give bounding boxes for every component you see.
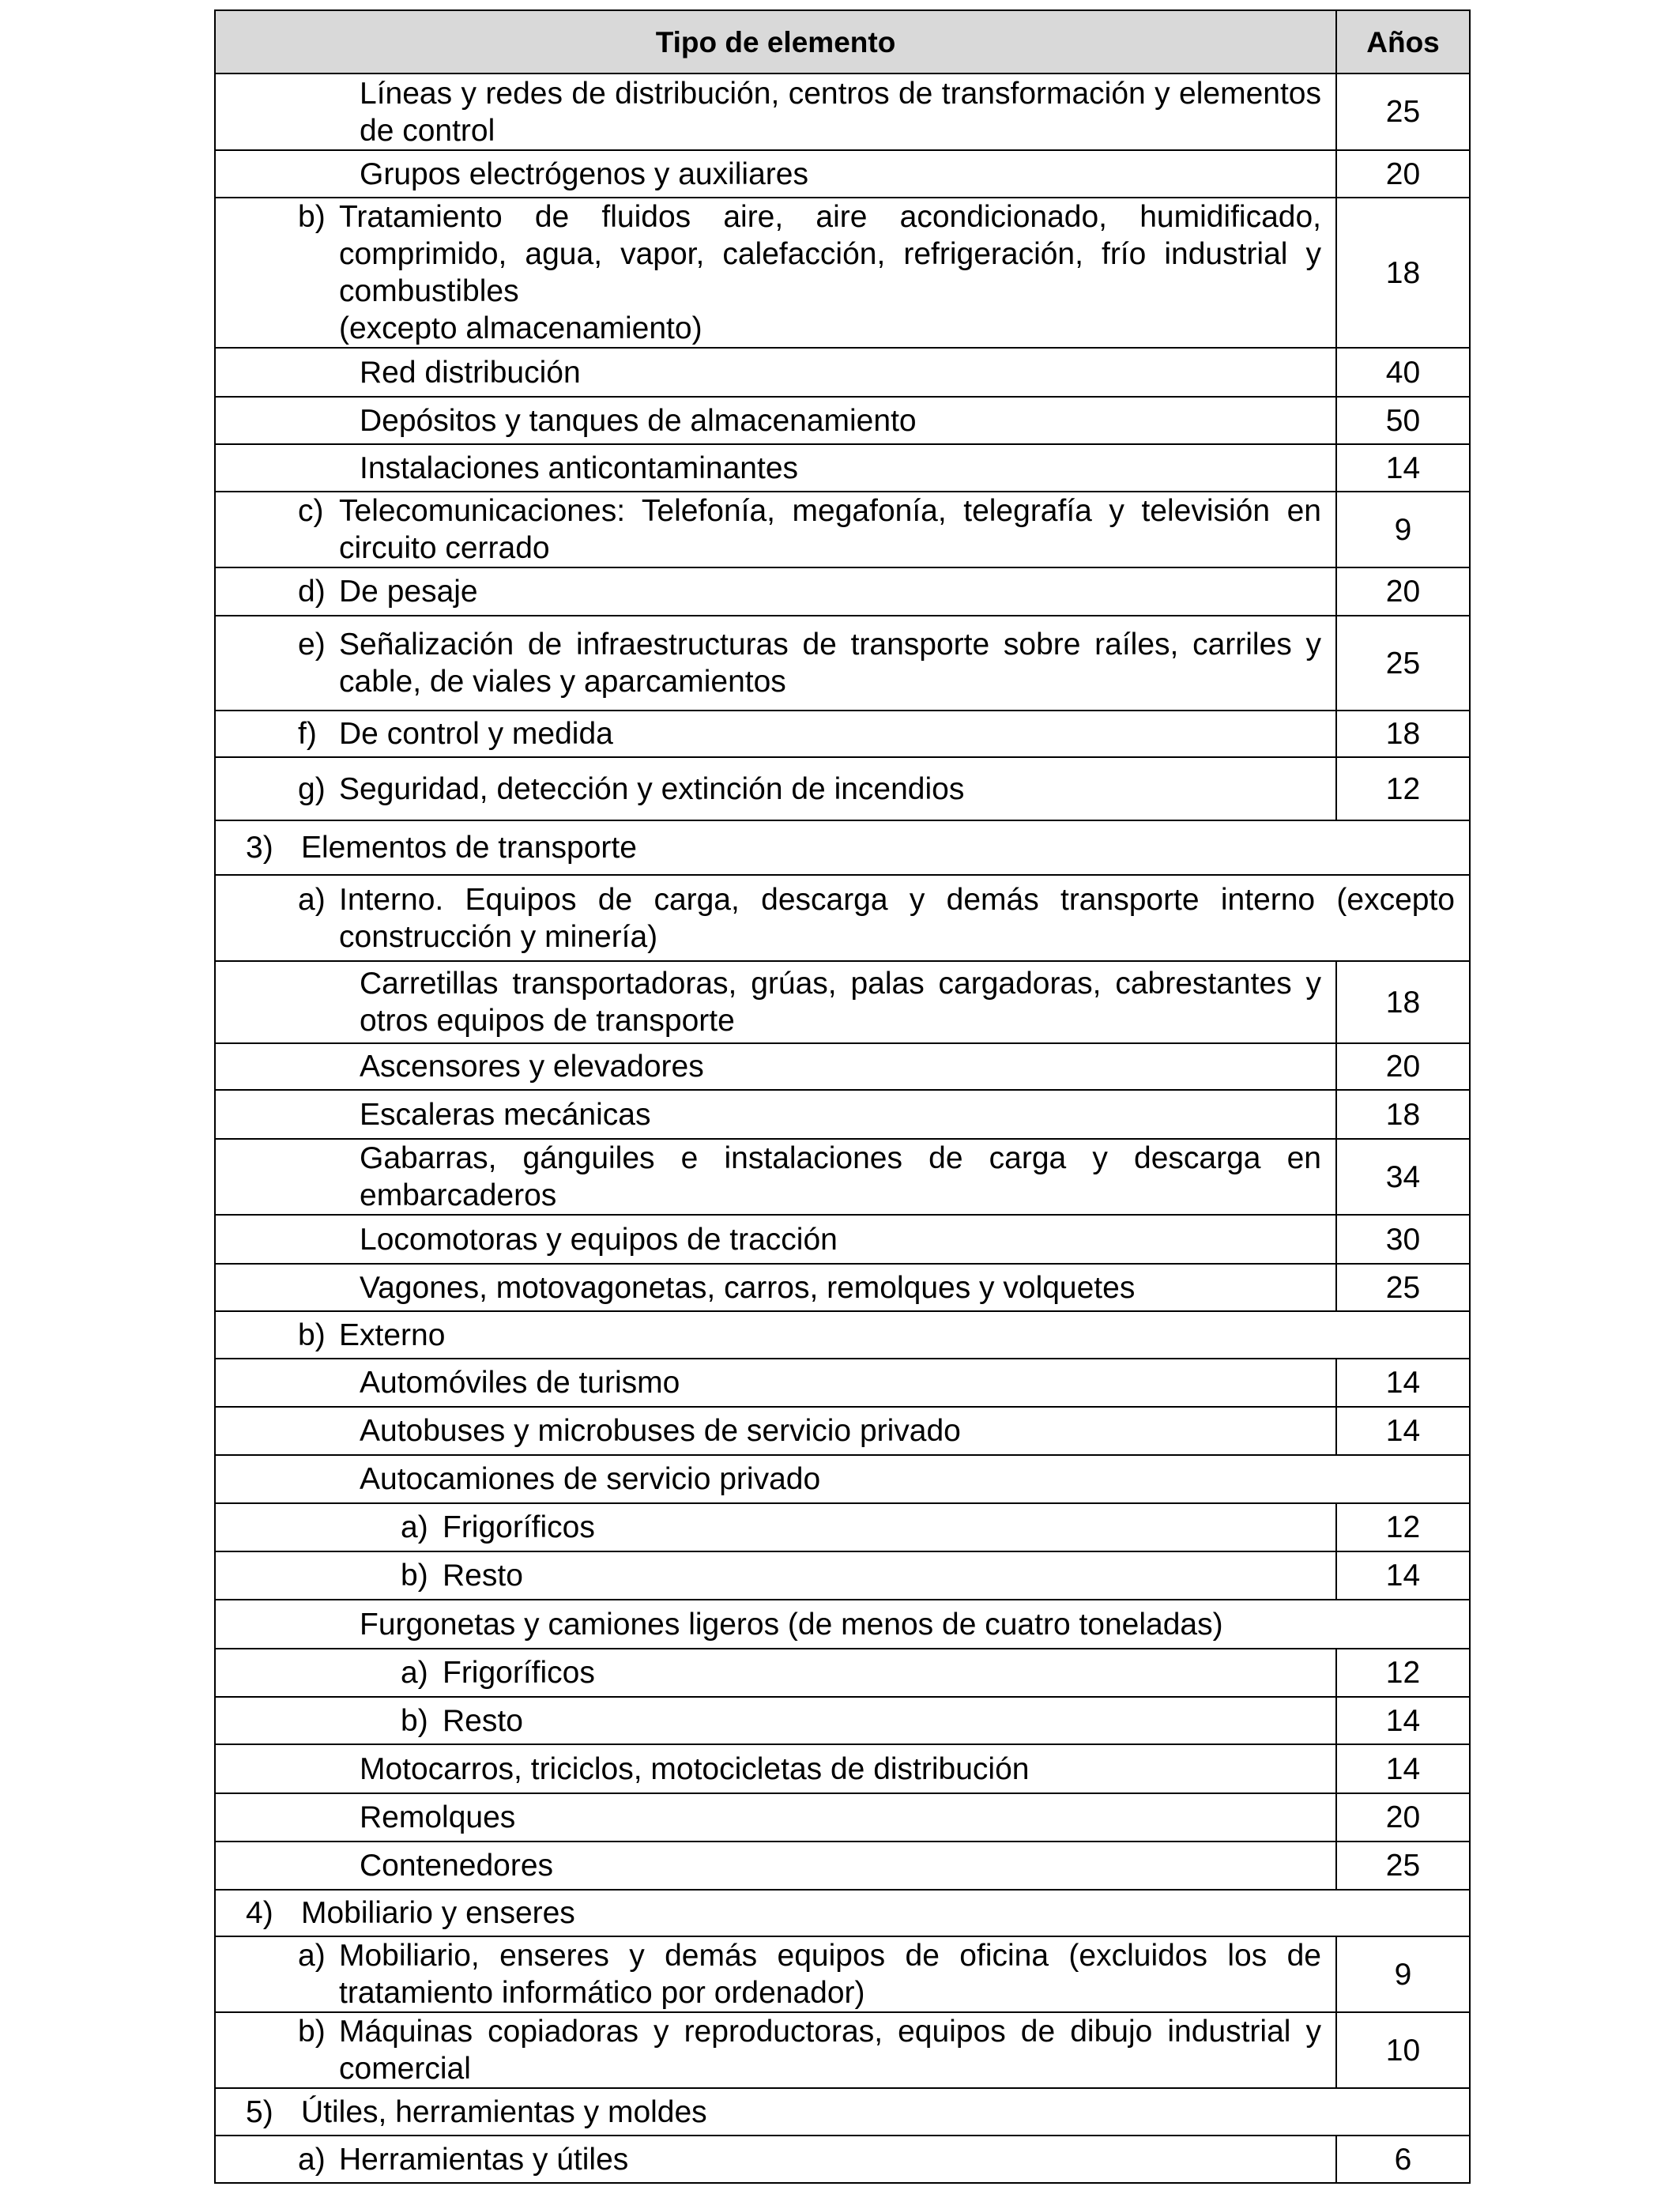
table-row <box>215 74 1470 150</box>
table-row <box>215 1551 1470 1600</box>
element-type-text: Autocamiones de servicio privado <box>360 1462 821 1496</box>
item-marker: a) <box>298 2142 326 2177</box>
element-type-content <box>216 198 1335 347</box>
element-type-cell <box>215 2136 1336 2183</box>
years-value: 14 <box>1336 444 1470 492</box>
table-row <box>215 961 1470 1043</box>
item-marker: f) <box>298 717 317 751</box>
element-type-content <box>216 1096 1335 1133</box>
element-type-content <box>216 450 1335 487</box>
element-type-cell <box>215 711 1336 757</box>
table-row <box>215 492 1470 567</box>
element-type-text: Seguridad, detección y extinción de incendios <box>339 771 965 806</box>
years-value: 12 <box>1336 1503 1470 1551</box>
table-row <box>215 1890 1470 1936</box>
depreciation-table-container <box>214 9 1469 2184</box>
element-type-text: Resto <box>443 1703 523 1738</box>
element-type-content <box>216 1894 1469 1932</box>
element-type-text: Contenedores <box>360 1849 554 1883</box>
item-marker: a) <box>298 1939 326 1973</box>
table-row <box>215 875 1470 961</box>
table-row <box>215 150 1470 198</box>
element-type-text: Motocarros, triciclos, motocicletas de distribución <box>360 1751 1030 1786</box>
table-row <box>215 1600 1470 1649</box>
element-type-content <box>216 1937 1335 2011</box>
element-type-content <box>216 881 1469 956</box>
element-type-text: Depósitos y tanques de almacenamiento <box>360 403 917 438</box>
element-type-content <box>216 1269 1335 1306</box>
element-type-cell <box>215 1551 1336 1600</box>
element-type-cell <box>215 2088 1470 2136</box>
table-row <box>215 397 1470 444</box>
years-value: 6 <box>1336 2136 1470 2183</box>
item-marker: b) <box>401 1559 428 1593</box>
item-marker: a) <box>401 1510 428 1544</box>
table-row <box>215 348 1470 397</box>
table-header-row <box>215 10 1470 74</box>
table-row <box>215 820 1470 875</box>
element-type-cell <box>215 1842 1336 1890</box>
element-type-content <box>216 829 1469 866</box>
element-type-cell <box>215 397 1336 444</box>
element-type-cell <box>215 1455 1470 1503</box>
table-row <box>215 711 1470 757</box>
years-value: 18 <box>1336 198 1470 348</box>
years-value: 25 <box>1336 1842 1470 1890</box>
element-type-text: Señalización de infraestructuras de transporte sobre raíles, carriles y cable, de viales y aparcamientos <box>339 628 1321 699</box>
table-row <box>215 1793 1470 1842</box>
years-value: 14 <box>1336 1744 1470 1793</box>
element-type-content <box>216 1654 1335 1691</box>
element-type-cell <box>215 1697 1336 1744</box>
element-type-content <box>216 2141 1335 2178</box>
years-value: 18 <box>1336 1090 1470 1139</box>
years-value: 20 <box>1336 567 1470 616</box>
element-type-cell <box>215 1139 1336 1215</box>
item-marker: d) <box>298 575 326 609</box>
header-tipo-de-elemento: Tipo de elemento <box>215 10 1336 74</box>
years-value: 9 <box>1336 1936 1470 2012</box>
item-marker: 3) <box>246 831 273 865</box>
element-type-cell <box>215 616 1336 711</box>
years-value: 14 <box>1336 1359 1470 1407</box>
element-type-text: Mobiliario y enseres <box>301 1896 575 1930</box>
table-row <box>215 1139 1470 1215</box>
element-type-content <box>216 2013 1335 2087</box>
element-type-content <box>216 354 1335 391</box>
element-type-content <box>216 1799 1335 1836</box>
element-type-content <box>216 1509 1335 1546</box>
element-type-text: Elementos de transporte <box>301 831 637 865</box>
item-marker: a) <box>401 1656 428 1690</box>
element-type-cell <box>215 1215 1336 1264</box>
years-value: 25 <box>1336 1264 1470 1311</box>
element-type-cell <box>215 1407 1336 1455</box>
element-type-cell <box>215 492 1336 567</box>
element-type-cell <box>215 150 1336 198</box>
element-type-text: Frigoríficos <box>443 1510 595 1544</box>
table-row <box>215 1407 1470 1455</box>
element-type-content <box>216 402 1335 439</box>
element-type-cell <box>215 444 1336 492</box>
years-value: 12 <box>1336 757 1470 820</box>
element-type-cell <box>215 1936 1336 2012</box>
element-type-text: Automóviles de turismo <box>360 1366 680 1400</box>
years-value: 18 <box>1336 711 1470 757</box>
years-value: 25 <box>1336 74 1470 150</box>
table-row <box>215 2012 1470 2088</box>
element-type-content <box>216 2094 1469 2131</box>
years-value: 50 <box>1336 397 1470 444</box>
table-row <box>215 1311 1470 1359</box>
table-row <box>215 757 1470 820</box>
element-type-text: Escaleras mecánicas <box>360 1097 651 1132</box>
element-type-cell <box>215 348 1336 397</box>
item-marker: c) <box>298 494 324 528</box>
element-type-text: Externo <box>339 1318 446 1352</box>
element-type-cell <box>215 820 1470 875</box>
element-type-text: Gabarras, gánguiles e instalaciones de carga y descarga en embarcaderos <box>360 1141 1321 1212</box>
element-type-content <box>216 492 1335 567</box>
depreciation-table <box>214 9 1471 2184</box>
element-type-content <box>216 1606 1469 1643</box>
table-row <box>215 1503 1470 1551</box>
table-row <box>215 1043 1470 1090</box>
table-row <box>215 2088 1470 2136</box>
element-type-cell <box>215 1359 1336 1407</box>
element-type-content <box>216 1048 1335 1085</box>
item-marker: b) <box>401 1703 428 1738</box>
element-type-cell <box>215 1744 1336 1793</box>
table-body <box>215 74 1470 2183</box>
years-value: 14 <box>1336 1551 1470 1600</box>
table-row <box>215 444 1470 492</box>
years-value: 20 <box>1336 1793 1470 1842</box>
element-type-cell <box>215 198 1336 348</box>
years-value: 20 <box>1336 150 1470 198</box>
years-value: 14 <box>1336 1407 1470 1455</box>
years-value: 20 <box>1336 1043 1470 1090</box>
element-type-cell <box>215 567 1336 616</box>
years-value: 10 <box>1336 2012 1470 2088</box>
element-type-content <box>216 1221 1335 1258</box>
element-type-content <box>216 771 1335 808</box>
element-type-text: Remolques <box>360 1800 516 1834</box>
element-type-text: Locomotoras y equipos de tracción <box>360 1222 838 1257</box>
item-marker: a) <box>298 882 326 917</box>
element-type-cell <box>215 757 1336 820</box>
item-marker: g) <box>298 771 326 806</box>
element-type-content <box>216 156 1335 193</box>
element-type-text: Carretillas transportadoras, grúas, palas cargadoras, cabrestantes y otros equipos de transporte <box>360 967 1321 1038</box>
table-row <box>215 1649 1470 1697</box>
element-type-text: Interno. Equipos de carga, descarga y demás transporte interno (excepto construcción y minería) <box>339 882 1455 954</box>
element-type-text: Tratamiento de fluidos aire, aire acondicionado, humidificado, comprimido, agua, vapor, calefacción, refrigeración, frío industrial y combustibles (excepto almacenamiento) <box>339 200 1321 345</box>
element-type-text: Útiles, herramientas y moldes <box>301 2094 707 2129</box>
header-anos: Años <box>1336 10 1470 74</box>
element-type-content <box>216 75 1335 149</box>
element-type-cell <box>215 1264 1336 1311</box>
element-type-cell <box>215 1043 1336 1090</box>
element-type-cell <box>215 74 1336 150</box>
years-value: 12 <box>1336 1649 1470 1697</box>
element-type-cell <box>215 2012 1336 2088</box>
element-type-content <box>216 1461 1469 1498</box>
element-type-content <box>216 715 1335 752</box>
element-type-cell <box>215 961 1336 1043</box>
element-type-text: Resto <box>443 1559 523 1593</box>
years-value: 9 <box>1336 492 1470 567</box>
element-type-content <box>216 1140 1335 1214</box>
element-type-text: Ascensores y elevadores <box>360 1050 704 1084</box>
years-value: 14 <box>1336 1697 1470 1744</box>
item-marker: b) <box>298 2015 326 2049</box>
element-type-content <box>216 1364 1335 1401</box>
table-row <box>215 1264 1470 1311</box>
element-type-content <box>216 965 1335 1039</box>
element-type-text: Autobuses y microbuses de servicio privado <box>360 1414 961 1448</box>
years-value: 30 <box>1336 1215 1470 1264</box>
item-marker: b) <box>298 1318 326 1352</box>
element-type-content <box>216 1702 1335 1740</box>
table-row <box>215 1455 1470 1503</box>
table-row <box>215 1090 1470 1139</box>
element-type-content <box>216 1317 1469 1354</box>
element-type-cell <box>215 1649 1336 1697</box>
element-type-cell <box>215 1503 1336 1551</box>
element-type-text: Máquinas copiadoras y reproductoras, equipos de dibujo industrial y comercial <box>339 2015 1321 2086</box>
item-marker: 5) <box>246 2094 273 2129</box>
table-row <box>215 1842 1470 1890</box>
element-type-text: Red distribución <box>360 355 581 390</box>
element-type-content <box>216 1847 1335 1884</box>
table-row <box>215 1215 1470 1264</box>
table-row <box>215 616 1470 711</box>
table-row <box>215 567 1470 616</box>
element-type-text: Vagones, motovagonetas, carros, remolques y volquetes <box>360 1270 1136 1305</box>
element-type-text: Telecomunicaciones: Telefonía, megafonía, telegrafía y televisión en circuito cerrado <box>339 494 1321 565</box>
element-type-text: De pesaje <box>339 575 478 609</box>
element-type-text: Frigoríficos <box>443 1656 595 1690</box>
table-row <box>215 1359 1470 1407</box>
years-value: 34 <box>1336 1139 1470 1215</box>
element-type-text: Herramientas y útiles <box>339 2142 629 2177</box>
table-row <box>215 1936 1470 2012</box>
table-row <box>215 1697 1470 1744</box>
item-marker: b) <box>298 200 326 234</box>
years-value: 40 <box>1336 348 1470 397</box>
element-type-cell <box>215 1311 1470 1359</box>
element-type-text: Grupos electrógenos y auxiliares <box>360 156 808 191</box>
item-marker: e) <box>298 628 326 662</box>
table-row <box>215 198 1470 348</box>
element-type-cell <box>215 1090 1336 1139</box>
element-type-cell <box>215 875 1470 961</box>
element-type-content <box>216 1751 1335 1788</box>
element-type-text: Instalaciones anticontaminantes <box>360 450 799 485</box>
element-type-text: De control y medida <box>339 717 613 751</box>
years-value: 18 <box>1336 961 1470 1043</box>
element-type-content <box>216 1557 1335 1594</box>
table-row <box>215 2136 1470 2183</box>
element-type-cell <box>215 1793 1336 1842</box>
item-marker: 4) <box>246 1896 273 1930</box>
element-type-cell <box>215 1890 1470 1936</box>
element-type-text: Mobiliario, enseres y demás equipos de oficina (excluidos los de tratamiento informático por ordenador) <box>339 1939 1321 2010</box>
element-type-content <box>216 573 1335 610</box>
table-row <box>215 1744 1470 1793</box>
element-type-content <box>216 626 1335 700</box>
element-type-text: Furgonetas y camiones ligeros (de menos de cuatro toneladas) <box>360 1607 1223 1642</box>
element-type-content <box>216 1412 1335 1449</box>
element-type-cell <box>215 1600 1470 1649</box>
element-type-text: Líneas y redes de distribución, centros de transformación y elementos de control <box>360 76 1321 148</box>
years-value: 25 <box>1336 616 1470 711</box>
